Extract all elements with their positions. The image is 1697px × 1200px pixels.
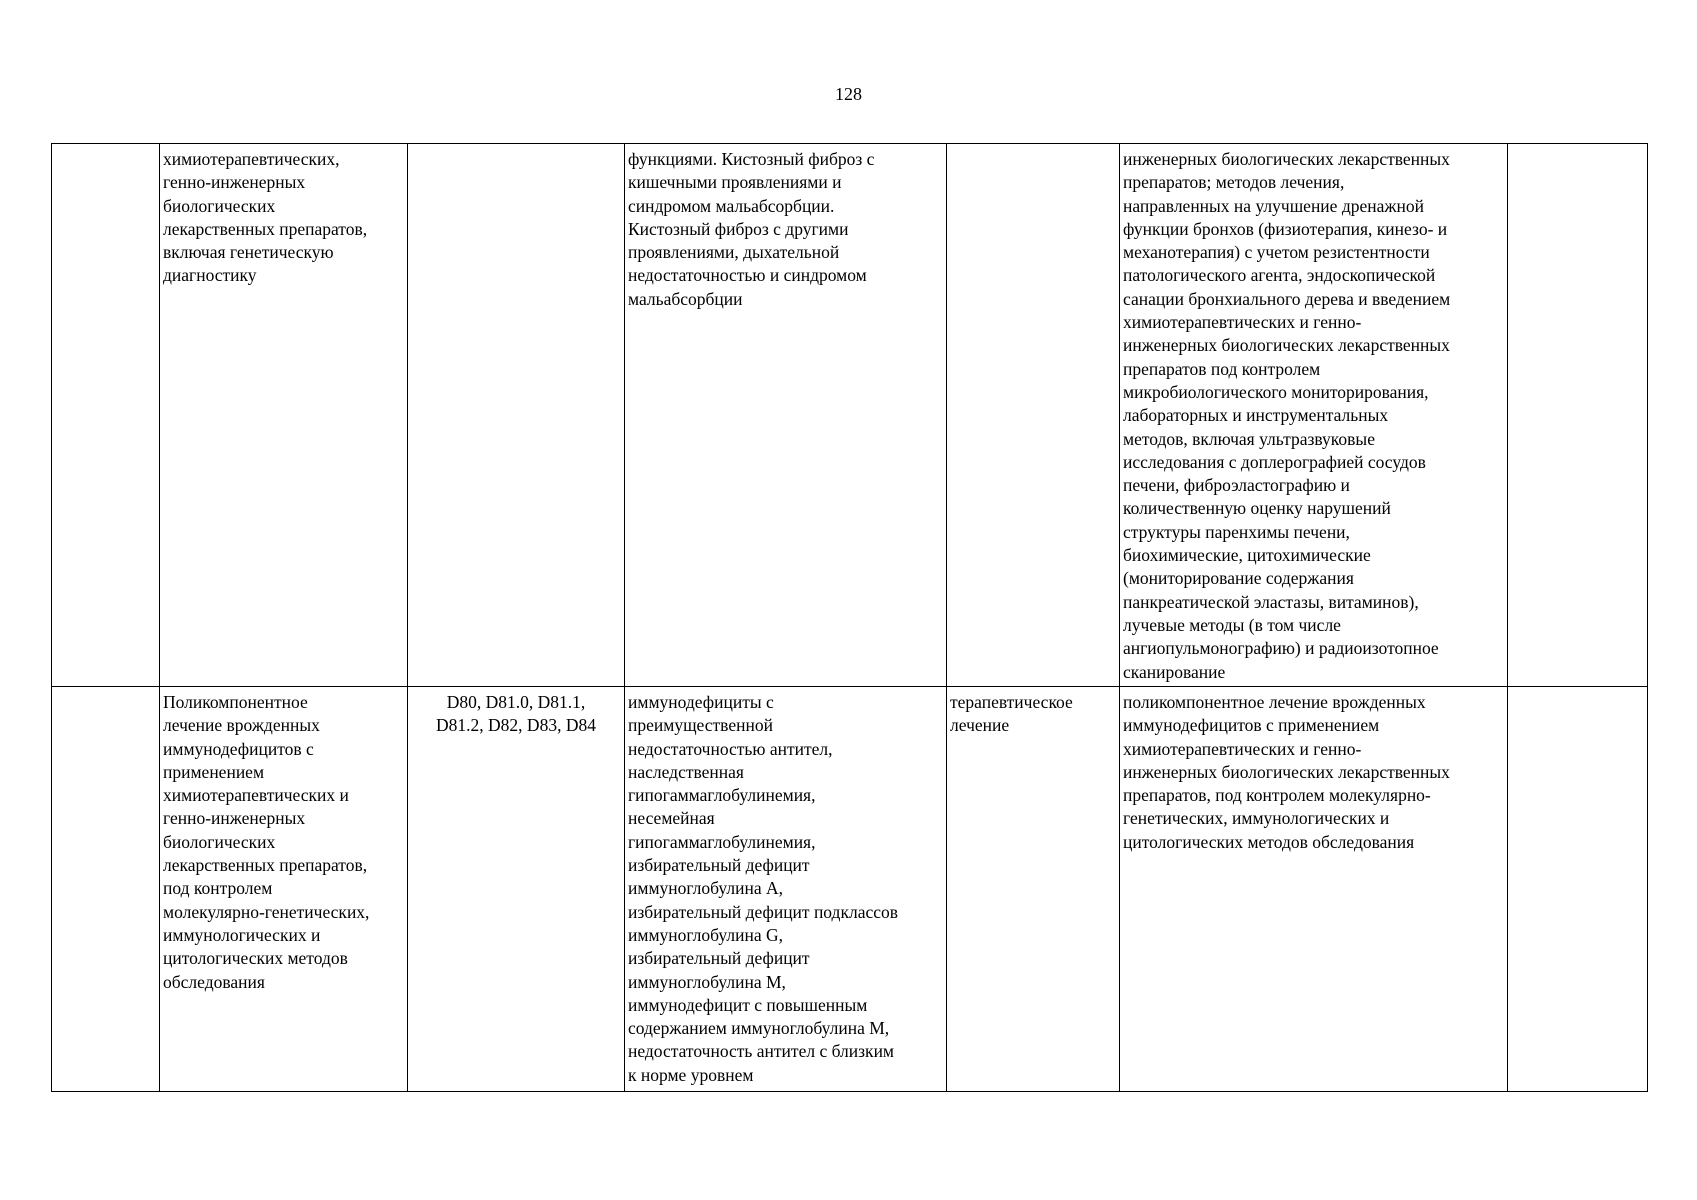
cell-cost: [1508, 144, 1648, 687]
cell-care-name: Поликомпонентное лечение врожденных иммунодефицитов с применением химиотерапевтических и генно-инженерных биологических лекарственных препаратов, под контролем молекулярно-генетических, иммунологических и цитологических методов обследования: [160, 687, 408, 1092]
table-row: [52, 687, 1648, 1092]
cell-treatment-type: [947, 144, 1120, 687]
cell-cost: [1508, 687, 1648, 1092]
cell-care-name: химиотерапевтических, генно-инженерных биологических лекарственных препаратов, включая генетическую диагностику: [160, 144, 408, 687]
cell-patient-model: иммунодефициты с преимущественной недостаточностью антител, наследственная гипогаммаглобулинемия, несемейная гипогаммаглобулинемия, избирательный дефицит иммуноглобулина A, избирательный дефицит подклассов иммуноглобулина G, избирательный дефицит иммуноглобулина M, иммунодефицит с повышенным содержанием иммуноглобулина M, недостаточность антител с близким к норме уровнем: [625, 687, 947, 1092]
cell-treatment-type: терапевтическое лечение: [947, 687, 1120, 1092]
cell-treatment-method: инженерных биологических лекарственных препаратов; методов лечения, направленных на улучшение дренажной функции бронхов (физиотерапия, кинезо- и механотерапия) с учетом резистентности патологического агента, эндоскопической санации бронхиального дерева и введением химиотерапевтических и генно- инженерных биологических лекарственных препаратов под контролем микробиологического мониторирования, лабораторных и инструментальных методов, включая ультразвуковые исследования с доплерографией сосудов печени, фиброэластографию и количественную оценку нарушений структуры паренхимы печени, биохимические, цитохимические (мониторирование содержания панкреатической эластазы, витаминов), лучевые методы (в том числе ангиопульмонографию) и радиоизотопное сканирование: [1120, 144, 1508, 687]
cell-patient-model: функциями. Кистозный фиброз с кишечными проявлениями и синдромом мальабсорбции. Кистозный фиброз с другими проявлениями, дыхательной недостаточностью и синдромом мальабсорбции: [625, 144, 947, 687]
cell-icd-codes: [408, 144, 625, 687]
cell-icd-codes: D80, D81.0, D81.1, D81.2, D82, D83, D84: [408, 687, 625, 1092]
cell-number: [52, 687, 160, 1092]
table-row: [52, 144, 1648, 687]
page-number: 128: [835, 84, 862, 104]
cell-number: [52, 144, 160, 687]
medical-care-table: [51, 143, 1648, 1092]
cell-treatment-method: поликомпонентное лечение врожденных иммунодефицитов с применением химиотерапевтических и генно- инженерных биологических лекарственных препаратов, под контролем молекулярно- генетических, иммунологических и цитологических методов обследования: [1120, 687, 1508, 1092]
